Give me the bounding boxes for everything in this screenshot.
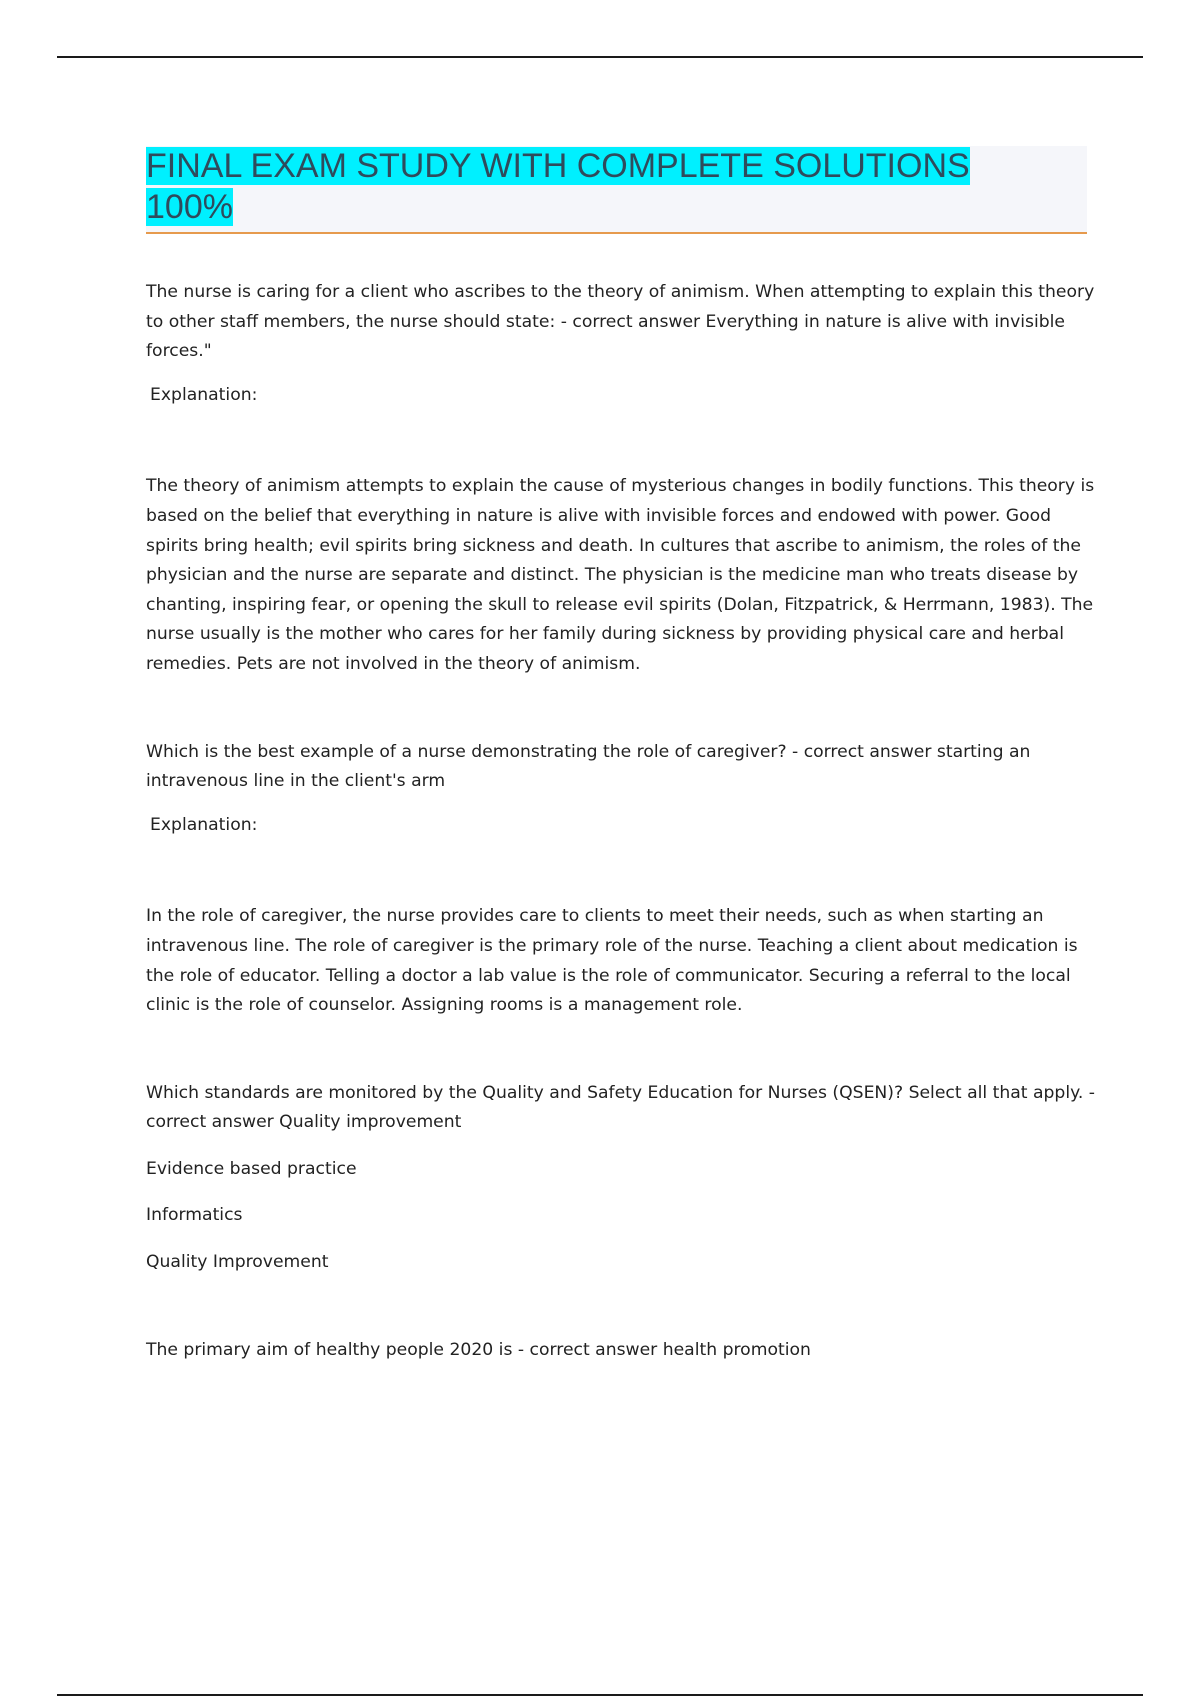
- explanation-label-2: Explanation:: [150, 814, 258, 835]
- document-title: [146, 146, 1087, 228]
- explanation-1: The theory of animism attempts to explain the cause of mysterious changes in bodily functions. This theory is based on the belief that everything in nature is alive with invisible forces and endowed with power. Good spirits bring health; evil spirits bring sickness and death. In cultures that ascribe to animism, the roles of the physician and the nurse are separate and distinct. The physician is the medicine man who treats disease by chanting, inspiring fear, or opening the skull to release evil spirits (Dolan, Fitzpatrick, & Herrmann, 1983). The nurse usually is the mother who cares for her family during sickness by providing physical care and herbal remedies. Pets are not involved in the theory of animism.: [146, 476, 1095, 674]
- question-4: The primary aim of healthy people 2020 is - correct answer health promotion: [146, 1339, 811, 1360]
- question-3: Which standards are monitored by the Quality and Safety Education for Nurses (QSEN)? Select all that apply. - correct answer Quality improvement: [146, 1082, 1095, 1133]
- answer-quality-improvement: Quality Improvement: [146, 1252, 329, 1273]
- explanation-label-1: Explanation:: [150, 384, 258, 405]
- explanation-2: In the role of caregiver, the nurse provides care to clients to meet their needs, such as when starting an intravenous line. The role of caregiver is the primary role of the nurse. Teaching a client about medication is the role of educator. Telling a doctor a lab value is the role of communicator. Securing a referral to the local clinic is the role of counselor. Assigning rooms is a management role.: [146, 906, 1078, 1016]
- answer-evidence-based-practice: Evidence based practice: [146, 1158, 357, 1179]
- bottom-divider: [57, 1694, 1143, 1696]
- qa-item-2: [146, 738, 1096, 1021]
- document-title-block: [146, 146, 1087, 234]
- title-line-2: 100%: [146, 188, 233, 226]
- qa-item-3: [146, 1079, 1096, 1278]
- document-body: [146, 278, 1096, 1365]
- question-2: Which is the best example of a nurse demonstrating the role of caregiver? - correct answer starting an intravenous line in the client's arm: [146, 741, 1031, 792]
- qa-item-4: [146, 1336, 1096, 1366]
- question-1: The nurse is caring for a client who ascribes to the theory of animism. When attempting to explain this theory to other staff members, the nurse should state: - correct answer Everything in nature is alive with invisible forces.": [146, 282, 1095, 362]
- top-divider: [57, 56, 1143, 58]
- qa-item-1: [146, 278, 1096, 680]
- answer-informatics: Informatics: [146, 1205, 243, 1226]
- title-line-1: FINAL EXAM STUDY WITH COMPLETE SOLUTIONS: [146, 147, 970, 185]
